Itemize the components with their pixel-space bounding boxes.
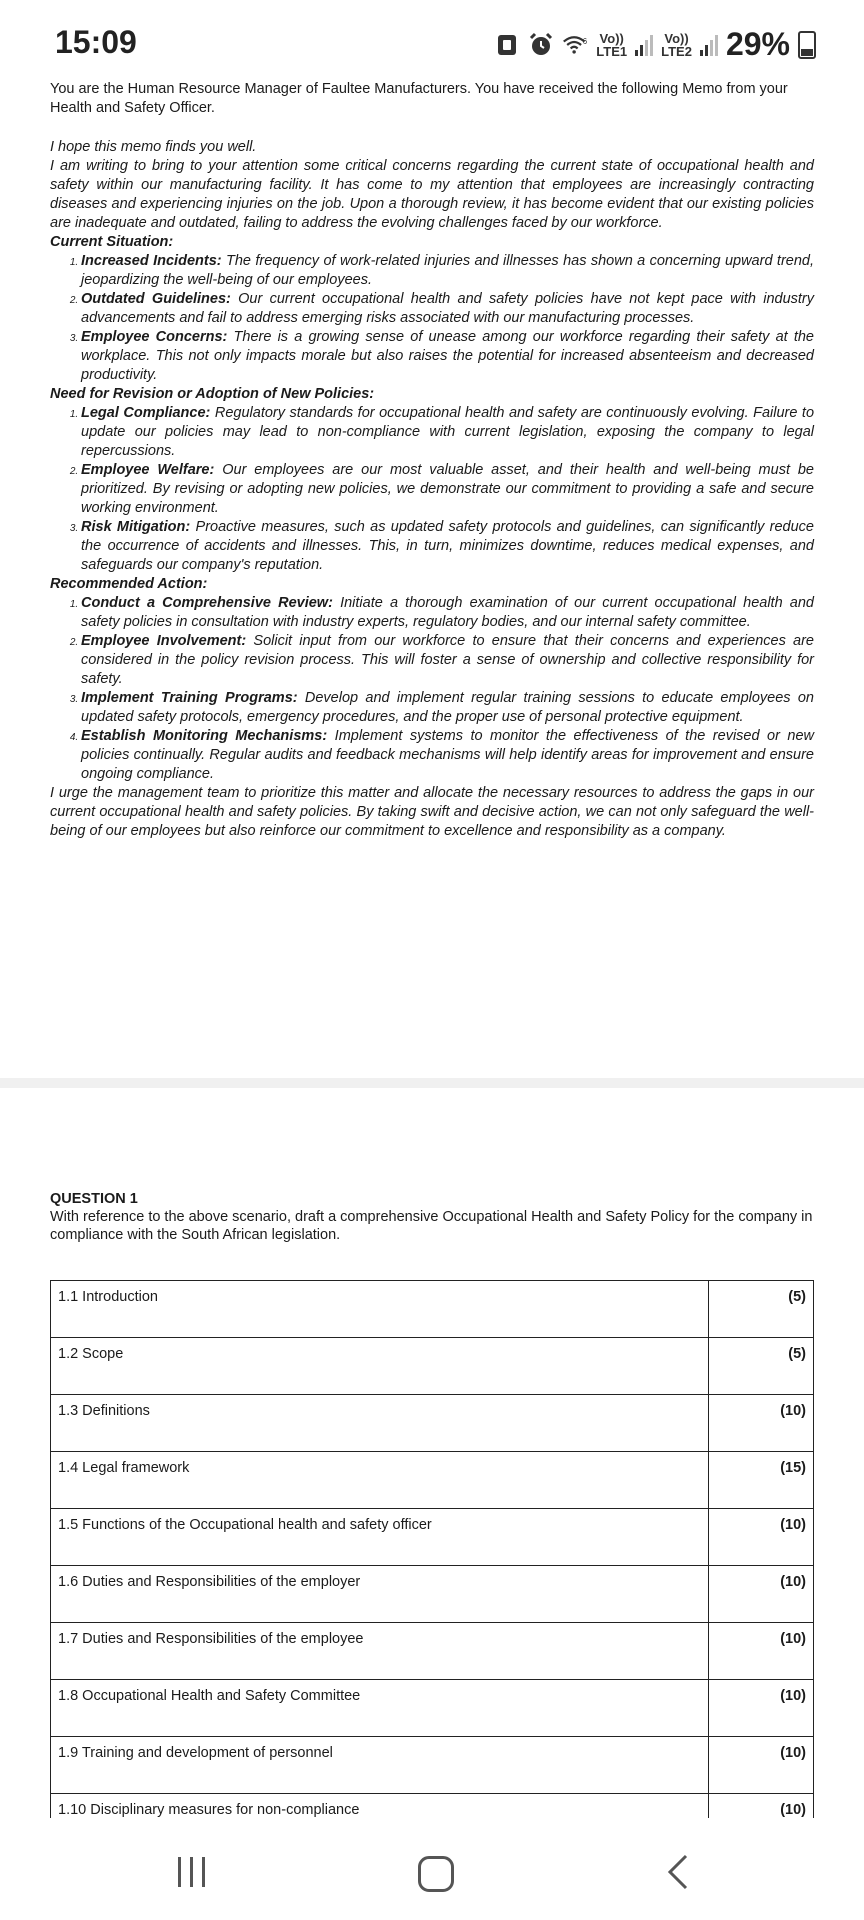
section-heading-current-situation: Current Situation:: [50, 234, 174, 250]
sim1-indicator: Vo)) LTE1: [596, 30, 628, 59]
marks-cell: (10): [709, 1509, 814, 1566]
item-cell: 1.4 Legal framework: [51, 1452, 709, 1509]
item-cell: 1.9 Training and development of personnel: [51, 1737, 709, 1794]
marks-table: [50, 1280, 814, 1908]
marks-cell: (10): [709, 1623, 814, 1680]
wifi-label: 6: [583, 36, 588, 46]
list-item: 1. Legal Compliance: Regulatory standards for occupational health and safety are continuously evolving. Failure to update our policies may lead to non-compliance with current legislation, exposing the company to legal repercussions.: [81, 404, 814, 461]
list-item: 3. Employee Concerns: There is a growing sense of unease among our workforce regarding their safety at the workplace. This not only impacts morale but also raises the potential for increased absenteeism and decreased productivity.: [81, 328, 814, 385]
scenario-intro: You are the Human Resource Manager of Faultee Manufacturers. You have received the following Memo from your Health and Safety Officer.: [50, 81, 788, 116]
marks-cell: (15): [709, 1452, 814, 1509]
item-cell: 1.2 Scope: [51, 1338, 709, 1395]
home-button[interactable]: [418, 1856, 454, 1892]
list-item: 1. Increased Incidents: The frequency of work-related injuries and illnesses has shown a concerning upward trend, jeopardizing the well-being of our employees.: [81, 252, 814, 290]
marks-cell: (10): [709, 1794, 814, 1851]
question-text: With reference to the above scenario, draft a comprehensive Occupational Health and Safety Policy for the company in compliance with the South African legislation.: [50, 1209, 813, 1243]
memo-opening: I am writing to bring to your attention some critical concerns regarding the current state of occupational health and safety within our manufacturing facility. It has come to my attention that employees are increasingly contracting diseases and experiencing injuries on the job. Upon a thorough review, it has become evident that our existing policies are inadequate and outdated, failing to address the evolving challenges faced by our workforce.: [50, 158, 814, 231]
memo-body: [50, 138, 814, 841]
signal-1-icon: [635, 34, 653, 56]
section-heading-recommended-action: Recommended Action:: [50, 576, 208, 592]
marks-cell: (10): [709, 1737, 814, 1794]
item-cell: 1.1 Introduction: [51, 1281, 709, 1338]
item-cell: 1.5 Functions of the Occupational health and safety officer: [51, 1509, 709, 1566]
clock: 15:09: [55, 24, 137, 60]
list-need-for-revision: [50, 404, 814, 575]
list-item: 2. Employee Involvement: Solicit input from our workforce to ensure that their concerns and experiences are considered in the policy revision process. This will foster a sense of ownership and collective responsibility for safety.: [81, 632, 814, 689]
navigation-bar: [0, 1818, 864, 1920]
sim2-indicator: Vo)) LTE2: [661, 30, 692, 59]
list-item: 1. Conduct a Comprehensive Review: Initiate a thorough examination of our current occupational health and safety policies in consultation with industry experts, regulatory bodies, and our internal safety committee.: [81, 594, 814, 632]
table-row: [51, 1623, 814, 1680]
list-recommended-action: [50, 594, 814, 784]
marks-cell: (10): [709, 1395, 814, 1452]
status-bar: [0, 0, 864, 78]
marks-cell: (5): [709, 1338, 814, 1395]
table-row: [51, 1281, 814, 1338]
table-row: [51, 1680, 814, 1737]
signal-2-icon: [700, 34, 718, 56]
section-heading-need-for-revision: Need for Revision or Adoption of New Policies:: [50, 386, 375, 402]
wifi-icon: [562, 32, 588, 58]
item-cell: 1.8 Occupational Health and Safety Committee: [51, 1680, 709, 1737]
table-row: [51, 1395, 814, 1452]
marks-cell: (5): [709, 1281, 814, 1338]
list-item: 4. Establish Monitoring Mechanisms: Implement systems to monitor the effectiveness of the revised or new policies continually. Regular audits and feedback mechanisms will help identify areas for improvement and ensure ongoing compliance.: [81, 727, 814, 784]
back-button[interactable]: [666, 1854, 690, 1890]
list-item: 2. Employee Welfare: Our employees are our most valuable asset, and their health and well-being must be prioritized. By revising or adopting new policies, we demonstrate our commitment to providing a safe and secure working environment.: [81, 461, 814, 518]
item-cell: 1.10 Disciplinary measures for non-compliance: [51, 1794, 709, 1851]
item-cell: 1.7 Duties and Responsibilities of the employee: [51, 1623, 709, 1680]
table-row: [51, 1737, 814, 1794]
question-title: QUESTION 1: [50, 1191, 138, 1207]
battery-icon: [798, 31, 816, 59]
list-item: 2. Outdated Guidelines: Our current occupational health and safety policies have not kept pace with industry advancements and fail to address emerging risks associated with our manufacturing processes.: [81, 290, 814, 328]
table-row: [51, 1509, 814, 1566]
memo-greeting: I hope this memo finds you well.: [50, 139, 257, 155]
item-cell: 1.6 Duties and Responsibilities of the employer: [51, 1566, 709, 1623]
question-block: [50, 1190, 814, 1244]
marks-cell: (10): [709, 1566, 814, 1623]
alarm-icon: [528, 32, 554, 58]
table-row: [51, 1452, 814, 1509]
item-cell: 1.3 Definitions: [51, 1395, 709, 1452]
document-page-1[interactable]: [0, 78, 864, 1078]
memo-closing: I urge the management team to prioritize this matter and allocate the necessary resources to address the gaps in our current occupational health and safety policies. By taking swift and decisive action, we can not only safeguard the well-being of our employees but also reinforce our commitment to excellence and responsibility as a company.: [50, 785, 814, 839]
table-row: [51, 1566, 814, 1623]
battery-percent: 29%: [725, 26, 790, 62]
table-row: [51, 1338, 814, 1395]
recent-apps-button[interactable]: [178, 1857, 205, 1887]
notification-app-icon: [494, 32, 520, 58]
status-icons: [494, 26, 816, 63]
list-item: 3. Implement Training Programs: Develop and implement regular training sessions to educate employees on updated safety protocols, emergency procedures, and the proper use of personal protective equipment.: [81, 689, 814, 727]
marks-cell: (10): [709, 1680, 814, 1737]
list-item: 3. Risk Mitigation: Proactive measures, such as updated safety protocols and guidelines, can significantly reduce the occurrence of accidents and illnesses. This, in turn, minimizes downtime, reduces medical expenses, and safeguards our company's reputation.: [81, 518, 814, 575]
page-separator: [0, 1078, 864, 1088]
list-current-situation: [50, 252, 814, 385]
